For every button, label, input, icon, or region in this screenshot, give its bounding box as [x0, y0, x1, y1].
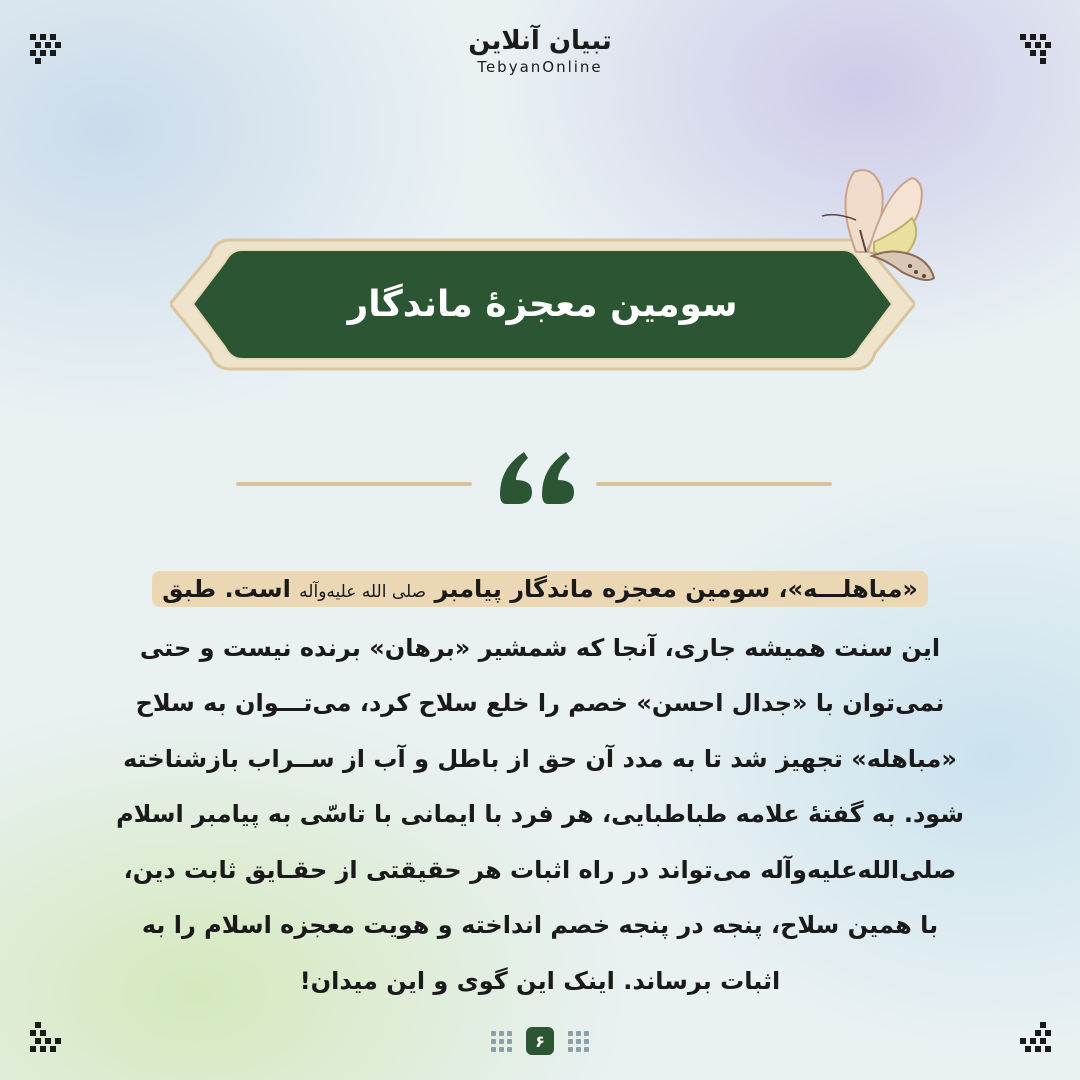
- highlight-rest: است. طبق: [162, 575, 300, 603]
- brand-name-latin: TebyanOnline: [477, 58, 603, 76]
- corner-ornament-top-right-icon: [1016, 34, 1052, 70]
- title-banner: [170, 232, 915, 377]
- body-paragraph: [100, 562, 980, 1009]
- body-line-5: شود. به گفتهٔ علامه طباطبایی، هر فرد با ایمانی با تاسّی به پیامبر اسلام: [116, 800, 964, 828]
- pager-dots-left-icon: [491, 1031, 512, 1052]
- corner-ornament-top-left-icon: [30, 34, 66, 70]
- butterfly-illustration: [816, 160, 944, 292]
- quote-mark-icon: [500, 448, 580, 508]
- body-line-8: اثبات برساند. اینک این گوی و این میدان!: [299, 966, 781, 995]
- body-line-3: نمی‌توان با «جدال احسن» خصم را خلع سلاح کرد، می‌تـــوان به سلاح: [135, 689, 945, 717]
- honorific-text: صلی الله علیه‌وآله: [299, 582, 427, 602]
- slide-pager: [0, 1026, 1080, 1056]
- body-line-6: صلی‌الله‌علیه‌وآله می‌تواند در راه اثبات هر حقیقتی از حقـایق ثابت دین،: [123, 855, 957, 884]
- body-line-1: [100, 562, 980, 621]
- body-line-7: با همین سلاح، پنجه در پنجه خصم انداخته و هویت معجزه اسلام را به: [141, 911, 939, 939]
- body-line-2: این سنت همیشه جاری، آنجا که شمشیر «برهان» برنده نیست و حتی: [139, 633, 941, 662]
- highlight-phrase: «مباهلـــه»، سومین معجزه ماندگار پیامبر: [434, 575, 918, 603]
- pager-dots-right-icon: [568, 1031, 589, 1052]
- brand-logo: [0, 26, 1080, 76]
- page-number: ۶: [526, 1027, 554, 1055]
- divider-line-left: [236, 482, 472, 486]
- page-title: سومین معجزهٔ ماندگار: [347, 284, 738, 325]
- brand-name-persian: تبیان آنلاین: [468, 26, 612, 56]
- highlighted-text: [152, 571, 928, 607]
- body-line-4: «مباهله» تجهیز شد تا به مدد آن حق از باطل و آب از ســراب بازشناخته: [123, 744, 957, 773]
- divider-line-right: [596, 482, 832, 486]
